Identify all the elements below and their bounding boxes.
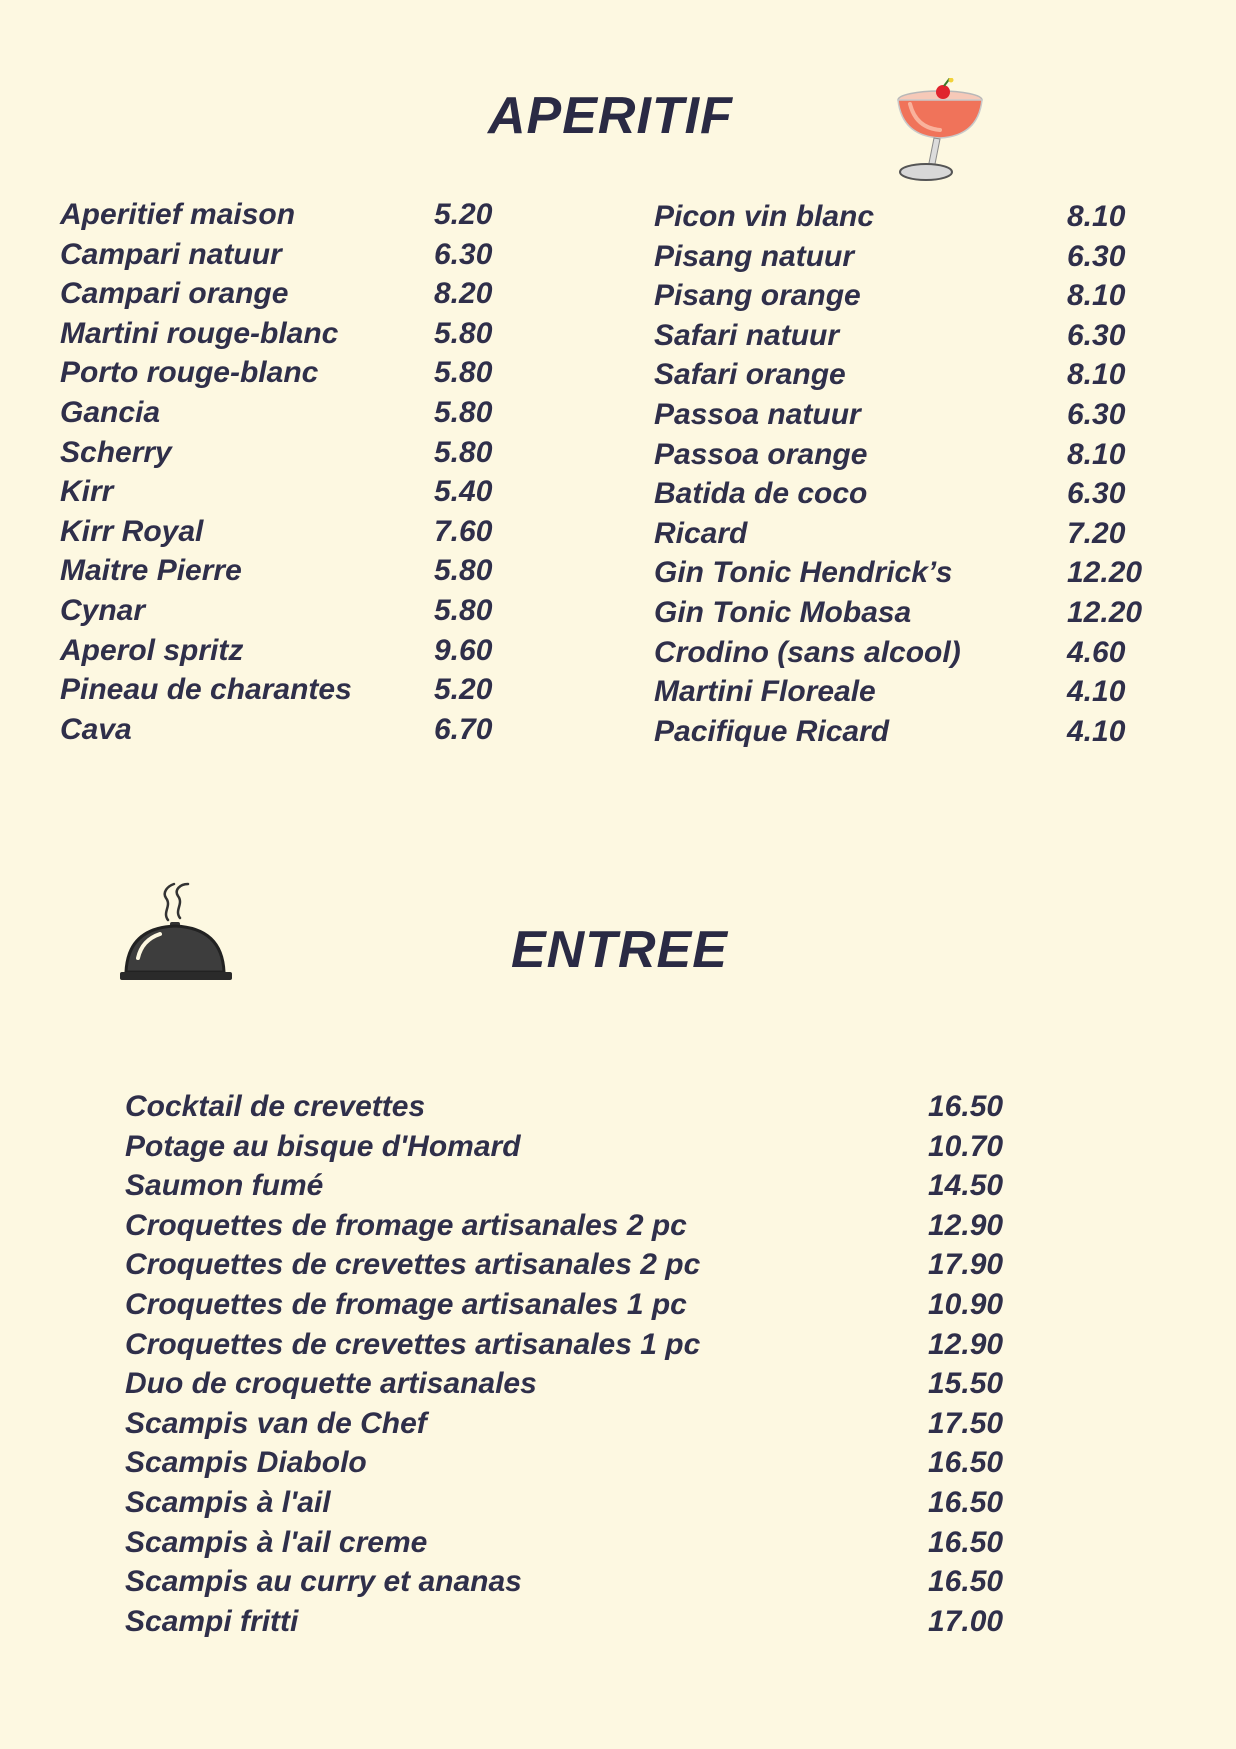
item-price: 5.80 xyxy=(434,593,493,627)
menu-item xyxy=(654,395,1174,435)
menu-item xyxy=(125,1404,1025,1444)
menu-item xyxy=(60,512,510,552)
menu-item xyxy=(125,1602,1025,1642)
item-name: Gin Tonic Mobasa xyxy=(654,595,912,629)
item-name: Cava xyxy=(60,712,132,746)
item-name: Passoa natuur xyxy=(654,397,861,431)
menu-item xyxy=(654,355,1174,395)
aperitif-heading: APERITIF xyxy=(488,87,733,145)
menu-item xyxy=(654,553,1174,593)
aperitif-left-column xyxy=(60,195,510,749)
menu-item xyxy=(60,591,510,631)
menu-item xyxy=(60,551,510,591)
item-price: 6.30 xyxy=(1067,318,1126,352)
item-price: 5.80 xyxy=(434,316,493,350)
menu-item xyxy=(60,235,510,275)
menu-item xyxy=(654,712,1174,752)
item-price: 16.50 xyxy=(928,1485,1004,1519)
item-name: Scampi fritti xyxy=(125,1604,299,1638)
menu-item xyxy=(654,435,1174,475)
item-price: 5.20 xyxy=(434,198,493,231)
item-name: Cocktail de crevettes xyxy=(125,1090,426,1123)
menu-item xyxy=(60,274,510,314)
item-price: 9.60 xyxy=(434,633,493,667)
menu-item xyxy=(125,1206,1025,1246)
item-price: 16.50 xyxy=(928,1090,1004,1123)
item-price: 17.50 xyxy=(928,1406,1004,1440)
aperitif-right-column xyxy=(654,197,1174,751)
item-name: Scherry xyxy=(60,435,172,469)
item-name: Kirr Royal xyxy=(60,514,204,548)
item-price: 10.90 xyxy=(928,1287,1004,1321)
item-price: 5.80 xyxy=(434,435,493,469)
item-price: 10.70 xyxy=(928,1129,1004,1163)
item-price: 12.20 xyxy=(1067,556,1143,590)
menu-item xyxy=(125,1562,1025,1602)
entree-heading: ENTREE xyxy=(511,921,728,979)
item-name: Potage au bisque d'Homard xyxy=(125,1129,521,1163)
menu-item xyxy=(654,197,1174,237)
item-name: Scampis van de Chef xyxy=(125,1406,427,1440)
item-price: 12.20 xyxy=(1067,595,1143,629)
menu-item xyxy=(654,474,1174,514)
menu-item xyxy=(125,1443,1025,1483)
item-name: Aperol spritz xyxy=(60,633,244,667)
item-price: 6.30 xyxy=(1067,397,1126,431)
item-name: Cynar xyxy=(60,593,146,627)
item-name: Picon vin blanc xyxy=(654,200,875,233)
item-name: Maitre Pierre xyxy=(60,554,242,588)
item-name: Safari natuur xyxy=(654,318,840,352)
item-price: 12.90 xyxy=(928,1327,1004,1361)
item-name: Scampis Diabolo xyxy=(125,1446,367,1480)
item-price: 7.60 xyxy=(434,514,493,548)
item-price: 8.20 xyxy=(434,277,493,311)
item-price: 8.10 xyxy=(1067,437,1126,471)
item-name: Pacifique Ricard xyxy=(654,714,890,748)
item-name: Saumon fumé xyxy=(125,1169,324,1203)
menu-item xyxy=(125,1523,1025,1563)
item-price: 16.50 xyxy=(928,1565,1004,1599)
item-name: Scampis à l'ail creme xyxy=(125,1525,428,1559)
item-name: Croquettes de fromage artisanales 1 pc xyxy=(125,1287,687,1321)
item-price: 8.10 xyxy=(1067,200,1126,233)
item-name: Croquettes de crevettes artisanales 1 pc xyxy=(125,1327,701,1361)
menu-item xyxy=(125,1483,1025,1523)
menu-item xyxy=(60,314,510,354)
item-name: Batida de coco xyxy=(654,477,868,511)
item-price: 5.80 xyxy=(434,356,493,390)
item-name: Kirr xyxy=(60,475,114,509)
menu-item xyxy=(654,237,1174,277)
item-price: 7.20 xyxy=(1067,516,1126,550)
item-price: 5.40 xyxy=(434,475,493,509)
item-price: 16.50 xyxy=(928,1446,1004,1480)
item-price: 6.30 xyxy=(1067,239,1126,273)
item-name: Passoa orange xyxy=(654,437,868,471)
item-name: Croquettes de crevettes artisanales 2 pc xyxy=(125,1248,701,1282)
item-price: 6.30 xyxy=(1067,477,1126,511)
item-price: 17.90 xyxy=(928,1248,1004,1282)
menu-item xyxy=(654,672,1174,712)
item-name: Martini rouge-blanc xyxy=(60,316,339,350)
menu-item xyxy=(654,316,1174,356)
serving-cloche-icon xyxy=(118,878,236,986)
item-name: Croquettes de fromage artisanales 2 pc xyxy=(125,1208,687,1242)
menu-item xyxy=(125,1325,1025,1365)
item-name: Gancia xyxy=(60,395,161,429)
item-name: Scampis au curry et ananas xyxy=(125,1565,522,1599)
item-name: Pisang natuur xyxy=(654,239,855,273)
menu-item xyxy=(60,353,510,393)
item-price: 6.70 xyxy=(434,712,493,746)
menu-item xyxy=(60,710,510,750)
item-price: 5.20 xyxy=(434,673,493,707)
menu-item xyxy=(125,1285,1025,1325)
item-name: Ricard xyxy=(654,516,748,550)
menu-item xyxy=(125,1087,1025,1127)
item-name: Gin Tonic Hendrick’s xyxy=(654,556,953,590)
menu-item xyxy=(60,631,510,671)
item-price: 4.60 xyxy=(1067,635,1126,669)
item-name: Campari orange xyxy=(60,277,289,311)
item-name: Safari orange xyxy=(654,358,846,392)
menu-item xyxy=(60,195,510,235)
item-name: Campari natuur xyxy=(60,237,282,271)
item-price: 8.10 xyxy=(1067,358,1126,392)
item-price: 4.10 xyxy=(1067,714,1126,748)
menu-item xyxy=(125,1364,1025,1404)
item-price: 6.30 xyxy=(434,237,493,271)
menu-item xyxy=(60,433,510,473)
menu-item xyxy=(654,276,1174,316)
item-name: Martini Floreale xyxy=(654,675,876,709)
menu-item xyxy=(125,1166,1025,1206)
item-price: 4.10 xyxy=(1067,675,1126,709)
menu-item xyxy=(60,472,510,512)
item-price: 5.80 xyxy=(434,395,493,429)
item-price: 12.90 xyxy=(928,1208,1004,1242)
item-price: 15.50 xyxy=(928,1367,1004,1401)
item-price: 17.00 xyxy=(928,1604,1004,1638)
menu-item xyxy=(60,670,510,710)
item-price: 16.50 xyxy=(928,1525,1004,1559)
item-price: 14.50 xyxy=(928,1169,1004,1203)
item-price: 8.10 xyxy=(1067,279,1126,313)
menu-item xyxy=(125,1245,1025,1285)
menu-item xyxy=(654,514,1174,554)
menu-item xyxy=(60,393,510,433)
item-name: Porto rouge-blanc xyxy=(60,356,319,390)
item-name: Crodino (sans alcool) xyxy=(654,635,961,669)
item-name: Aperitief maison xyxy=(60,198,296,231)
item-name: Pisang orange xyxy=(654,279,861,313)
menu-item xyxy=(654,633,1174,673)
item-price: 5.80 xyxy=(434,554,493,588)
entree-list xyxy=(125,1087,1025,1641)
cocktail-glass-icon xyxy=(888,78,988,186)
menu-item xyxy=(125,1127,1025,1167)
menu-item xyxy=(654,593,1174,633)
item-name: Scampis à l'ail xyxy=(125,1485,331,1519)
item-name: Pineau de charantes xyxy=(60,673,352,707)
item-name: Duo de croquette artisanales xyxy=(125,1367,537,1401)
